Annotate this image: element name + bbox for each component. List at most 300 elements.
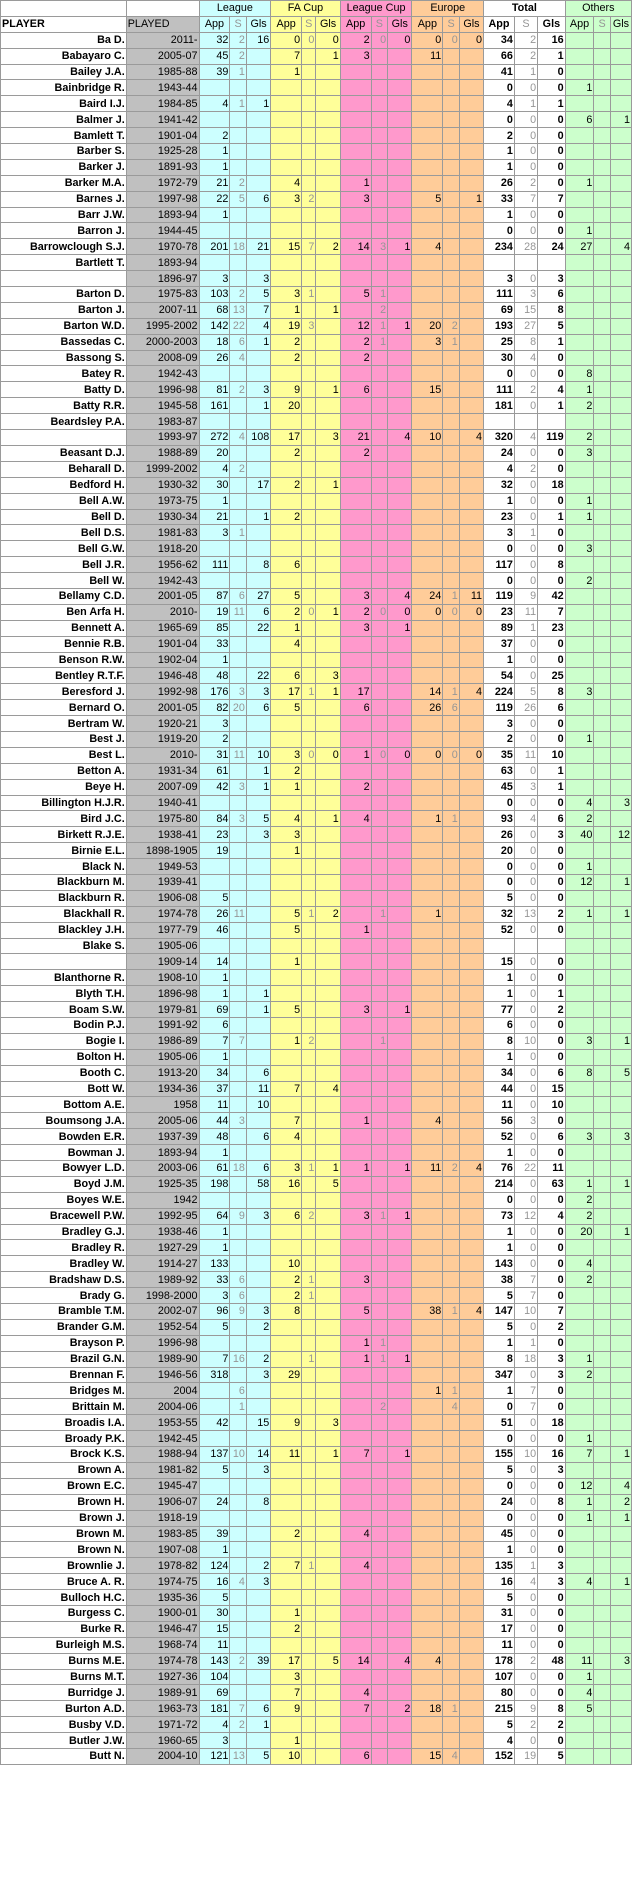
league-cup-goals [388,700,412,716]
others-app: 2 [565,573,594,589]
fa-cup-sub [302,1462,316,1478]
others-goals [610,1288,631,1304]
others-app [565,668,594,684]
others-sub [594,1049,611,1065]
league-cup-goals [388,1335,412,1351]
fa-cup-sub [302,64,316,80]
league-goals: 3 [246,1367,270,1383]
europe-sub [443,398,460,414]
league-cup-goals [388,1145,412,1161]
league-sub: 3 [230,811,247,827]
table-row [1,1049,632,1065]
player-name: Broadis I.A. [1,1415,127,1431]
others-gls-header: Gls [610,16,631,32]
league-cup-app: 3 [340,1002,371,1018]
league-sub [230,1176,247,1192]
player-name: Bruce A. R. [1,1574,127,1590]
league-cup-goals: 1 [388,1002,412,1018]
league-goals: 22 [246,668,270,684]
fa-cup-goals [316,1319,340,1335]
others-goals [610,1145,631,1161]
fa-cup-sub [302,271,316,287]
played-years: 1925-28 [126,144,199,160]
europe-app [412,573,443,589]
europe-goals [459,318,483,334]
total-goals: 1 [538,779,566,795]
europe-sub [443,827,460,843]
league-app: 1 [199,1224,230,1240]
europe-sub [443,1065,460,1081]
europe-goals [459,1526,483,1542]
table-row [1,1335,632,1351]
others-sub [594,1256,611,1272]
others-app [565,1097,594,1113]
total-app: 234 [484,239,515,255]
league-cup-app [340,652,371,668]
total-sub: 0 [514,1431,537,1447]
played-years: 1927-29 [126,1240,199,1256]
fa-cup-app: 2 [271,509,302,525]
player-name: Blackburn R. [1,890,127,906]
others-goals [610,414,631,430]
others-sub [594,1558,611,1574]
league-app: 3 [199,716,230,732]
total-app: 5 [484,1319,515,1335]
league-cup-sub [371,1097,388,1113]
europe-goals [459,1415,483,1431]
played-years: 1988-89 [126,445,199,461]
fa-cup-goals [316,557,340,573]
league-sub [230,80,247,96]
league-app [199,541,230,557]
fa-cup-sub [302,128,316,144]
player-name: Boyes W.E. [1,1192,127,1208]
player-name: Birnie E.L. [1,843,127,859]
player-name: Burleigh M.S. [1,1637,127,1653]
league-cup-goals: 1 [388,239,412,255]
player-name: Burns M.T. [1,1669,127,1685]
total-goals: 0 [538,445,566,461]
others-app [565,96,594,112]
fa-cup-goals [316,1685,340,1701]
europe-goals [459,461,483,477]
league-goals [246,636,270,652]
total-sub: 0 [514,874,537,890]
league-cup-app [340,954,371,970]
others-sub [594,128,611,144]
league-cup-app [340,731,371,747]
europe-sub [443,1685,460,1701]
league-cup-goals [388,255,412,271]
league-cup-app [340,1018,371,1034]
europe-app [412,1319,443,1335]
league-cup-app [340,890,371,906]
total-sub: 0 [514,112,537,128]
fa-cup-sub [302,1701,316,1717]
league-cup-goals [388,890,412,906]
fa-cup-app [271,128,302,144]
table-row [1,271,632,287]
others-goals [610,1002,631,1018]
europe-goals [459,64,483,80]
total-sub: 0 [514,1176,537,1192]
fa-cup-goals [316,1129,340,1145]
fa-cup-sub [302,811,316,827]
europe-sub [443,890,460,906]
europe-goals [459,255,483,271]
others-app: 3 [565,1033,594,1049]
others-goals [610,636,631,652]
fa-cup-goals [316,159,340,175]
league-sub [230,890,247,906]
fa-cup-app [271,716,302,732]
player-name: Beasant D.J. [1,445,127,461]
league-cup-sub [371,223,388,239]
europe-goals [459,398,483,414]
fa-cup-app: 6 [271,1208,302,1224]
league-sub: 10 [230,1447,247,1463]
europe-app [412,255,443,271]
fa-cup-goals [316,1033,340,1049]
league-cup-goals [388,1462,412,1478]
league-cup-sub [371,1605,388,1621]
league-sub [230,477,247,493]
league-app: 61 [199,1161,230,1177]
fa-cup-sub [302,700,316,716]
league-cup-app [340,1717,371,1733]
others-goals [610,652,631,668]
fa-cup-sub [302,1319,316,1335]
table-row [1,334,632,350]
league-app: 69 [199,1685,230,1701]
europe-goals: 4 [459,1161,483,1177]
others-app [565,461,594,477]
total-app: 66 [484,48,515,64]
fa-cup-app: 2 [271,334,302,350]
league-cup-app [340,1065,371,1081]
fa-cup-sub [302,414,316,430]
league-app: 84 [199,811,230,827]
fa-cup-goals [316,970,340,986]
europe-app [412,1176,443,1192]
league-cup-goals [388,1415,412,1431]
europe-app [412,144,443,160]
league-app: 16 [199,1574,230,1590]
total-sub: 9 [514,1701,537,1717]
league-sub [230,1542,247,1558]
fa-cup-app [271,1224,302,1240]
europe-app [412,287,443,303]
others-sub [594,159,611,175]
europe-app [412,668,443,684]
others-app [565,557,594,573]
league-goals [246,1431,270,1447]
league-app: 3 [199,1733,230,1749]
total-goals: 0 [538,1399,566,1415]
others-group-header: Others [565,1,631,17]
europe-goals [459,175,483,191]
table-row [1,1494,632,1510]
league-cup-sub [371,1049,388,1065]
others-goals [610,1081,631,1097]
fa-cup-goals [316,938,340,954]
total-goals: 6 [538,1065,566,1081]
fa-cup-sub [302,144,316,160]
fa-cup-goals [316,207,340,223]
fa-cup-goals [316,334,340,350]
league-cup-app [340,128,371,144]
total-app: 2 [484,731,515,747]
fa-cup-goals [316,1574,340,1590]
total-goals: 0 [538,1018,566,1034]
league-app [199,255,230,271]
league-sub [230,1494,247,1510]
league-cup-goals [388,461,412,477]
fa-cup-app [271,414,302,430]
total-sub: 1 [514,64,537,80]
played-years: 1939-41 [126,874,199,890]
total-goals: 1 [538,509,566,525]
table-row [1,668,632,684]
player-name: Batty D. [1,382,127,398]
league-goals [246,1192,270,1208]
league-cup-sub: 2 [371,1399,388,1415]
total-goals: 10 [538,747,566,763]
group-header-row [1,1,632,17]
europe-goals [459,1351,483,1367]
others-sub [594,477,611,493]
others-app [565,922,594,938]
player-name: Bracewell P.W. [1,1208,127,1224]
league-sub [230,1335,247,1351]
others-sub [594,414,611,430]
total-app: 20 [484,843,515,859]
others-goals: 3 [610,795,631,811]
total-app [484,414,515,430]
total-goals: 3 [538,1351,566,1367]
total-sub: 1 [514,1558,537,1574]
total-app: 5 [484,1288,515,1304]
europe-goals [459,1637,483,1653]
fa-cup-goals [316,779,340,795]
league-cup-app [340,159,371,175]
total-sub: 7 [514,1288,537,1304]
others-app: 2 [565,811,594,827]
total-app: 11 [484,1097,515,1113]
league-cup-app [340,1478,371,1494]
others-sub [594,255,611,271]
league-cup-app: 2 [340,604,371,620]
fa-cup-goals: 1 [316,604,340,620]
league-goals [246,1685,270,1701]
league-goals [246,255,270,271]
total-sub: 28 [514,239,537,255]
league-sub: 7 [230,1701,247,1717]
league-app: 19 [199,843,230,859]
league-cup-app [340,1637,371,1653]
others-sub [594,191,611,207]
others-sub [594,1621,611,1637]
others-app [565,620,594,636]
league-cup-goals [388,1526,412,1542]
fa-cup-sub [302,48,316,64]
others-goals [610,954,631,970]
total-sub: 3 [514,779,537,795]
player-name: Beye H. [1,779,127,795]
fa-cup-app [271,541,302,557]
europe-goals [459,414,483,430]
league-cup-app [340,255,371,271]
europe-app [412,1494,443,1510]
lc-gls-header: Gls [388,16,412,32]
fa-cup-sub [302,207,316,223]
others-goals [610,1669,631,1685]
player-name: Bertram W. [1,716,127,732]
others-sub [594,1097,611,1113]
table-row [1,1653,632,1669]
others-app [565,350,594,366]
total-app: 0 [484,1431,515,1447]
others-app [565,191,594,207]
total-app: 23 [484,509,515,525]
others-goals [610,1462,631,1478]
europe-app [412,1367,443,1383]
fa-gls-header: Gls [316,16,340,32]
league-cup-goals: 1 [388,1447,412,1463]
played-years: 1946-48 [126,668,199,684]
league-goals: 1 [246,398,270,414]
others-sub [594,80,611,96]
league-app: 48 [199,668,230,684]
others-app [565,700,594,716]
others-sub [594,1304,611,1320]
europe-goals [459,652,483,668]
league-goals: 6 [246,1701,270,1717]
league-app: 30 [199,477,230,493]
europe-goals: 0 [459,32,483,48]
fa-cup-goals [316,350,340,366]
others-sub [594,366,611,382]
league-sub [230,1049,247,1065]
fa-cup-sub [302,366,316,382]
total-sub: 0 [514,80,537,96]
table-row [1,461,632,477]
fa-cup-goals [316,445,340,461]
league-cup-sub [371,1383,388,1399]
player-name: Bowden E.R. [1,1129,127,1145]
league-goals [246,1590,270,1606]
europe-sub [443,493,460,509]
league-app [199,874,230,890]
table-row [1,557,632,573]
fa-cup-goals [316,1018,340,1034]
league-cup-goals [388,938,412,954]
others-app: 1 [565,1669,594,1685]
others-app [565,1319,594,1335]
league-cup-sub [371,970,388,986]
europe-app [412,175,443,191]
fa-cup-app [271,255,302,271]
fa-cup-sub [302,890,316,906]
fa-cup-goals [316,1542,340,1558]
table-row [1,1304,632,1320]
fa-cup-app: 17 [271,430,302,446]
fa-cup-goals [316,1526,340,1542]
league-cup-app [340,1129,371,1145]
player-name: Barton J. [1,302,127,318]
league-sub: 9 [230,1208,247,1224]
played-years: 1940-41 [126,795,199,811]
europe-app [412,1145,443,1161]
league-sub: 2 [230,1653,247,1669]
league-sub [230,922,247,938]
league-cup-sub [371,1717,388,1733]
others-sub [594,1494,611,1510]
europe-goals [459,779,483,795]
others-sub [594,493,611,509]
league-cup-goals [388,668,412,684]
played-years: 1945-47 [126,1478,199,1494]
played-years: 1896-97 [126,271,199,287]
total-app: 1 [484,1335,515,1351]
others-app [565,652,594,668]
fa-cup-goals [316,1288,340,1304]
europe-sub [443,445,460,461]
others-sub [594,970,611,986]
europe-sub [443,970,460,986]
fa-cup-app: 8 [271,1304,302,1320]
europe-goals [459,96,483,112]
table-row [1,382,632,398]
europe-app [412,843,443,859]
played-years: 1981-82 [126,1462,199,1478]
league-cup-goals: 4 [388,430,412,446]
europe-app [412,1431,443,1447]
others-goals [610,811,631,827]
total-app: 8 [484,1033,515,1049]
europe-sub [443,859,460,875]
fa-cup-goals [316,1717,340,1733]
europe-goals [459,334,483,350]
league-sub [230,1081,247,1097]
fa-cup-goals: 2 [316,906,340,922]
league-goals: 6 [246,1161,270,1177]
league-sub: 4 [230,350,247,366]
europe-app [412,1542,443,1558]
player-name: Ba D. [1,32,127,48]
league-goals [246,48,270,64]
total-goals: 0 [538,1637,566,1653]
fa-cup-sub [302,1018,316,1034]
total-app: 224 [484,684,515,700]
europe-sub [443,652,460,668]
league-cup-app [340,477,371,493]
total-sub: 5 [514,684,537,700]
table-row [1,1637,632,1653]
played-years: 1993-97 [126,430,199,446]
europe-sub: 6 [443,700,460,716]
league-goals: 5 [246,1748,270,1764]
europe-goals [459,1558,483,1574]
europe-app: 11 [412,48,443,64]
table-row [1,1129,632,1145]
league-cup-sub [371,1748,388,1764]
league-app: 1 [199,207,230,223]
others-goals: 12 [610,827,631,843]
league-goals [246,1113,270,1129]
table-row [1,1351,632,1367]
fa-cup-goals [316,1065,340,1081]
